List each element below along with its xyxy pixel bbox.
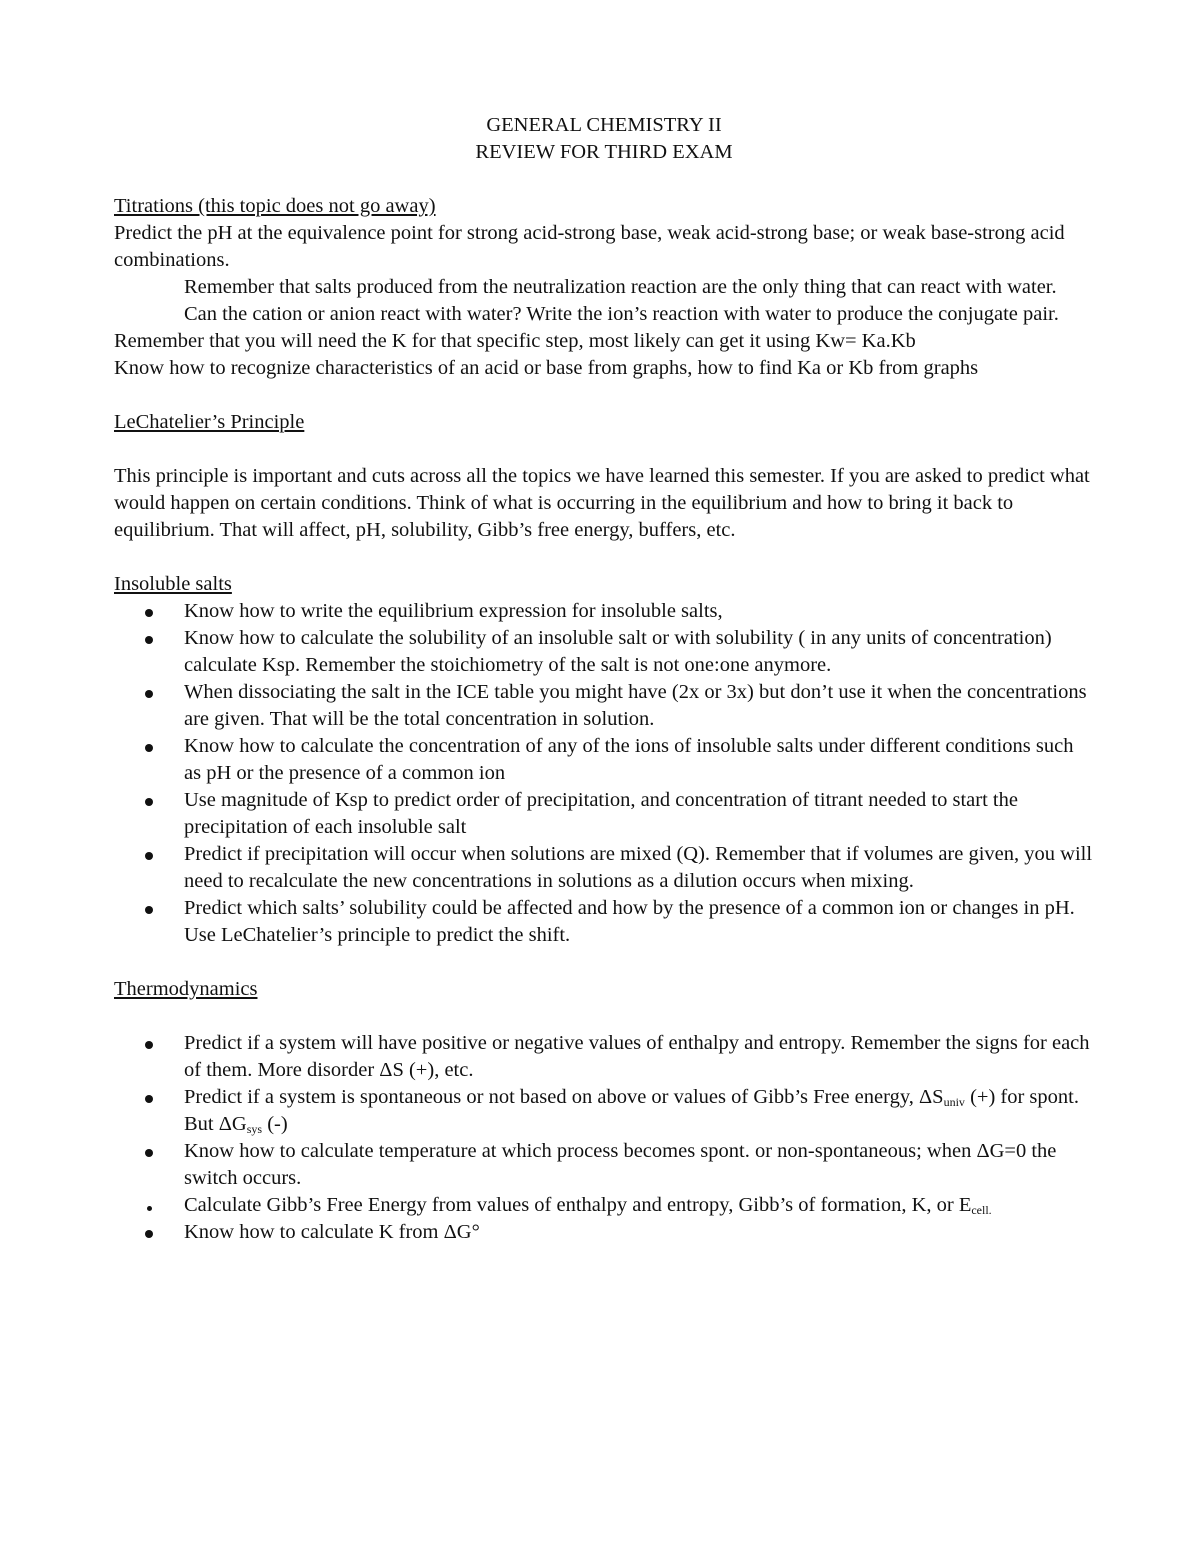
list-item-text [184,1086,1079,1135]
list-item-text [184,1194,992,1216]
section-heading-lechatelier: LeChatelier’s Principle [114,411,305,433]
list-item-text: Predict if precipitation will occur when solutions are mixed (Q). Remember that if volumes are given, you will need to recalculate the new concentrations in solutions as a dilution occurs when mixing. [184,843,1093,892]
list-item-text: Know how to calculate temperature at which process becomes spont. or non-spontaneous; when ΔG=0 the switch occurs. [184,1140,1057,1189]
bullet-icon [145,636,153,644]
section-insoluble-salts [114,571,1094,949]
bullet-icon [145,852,153,860]
section-heading-insoluble-salts: Insoluble salts [114,573,232,595]
subscript: univ [943,1095,965,1109]
bullet-icon [145,1149,153,1157]
section-thermodynamics [114,976,1094,1246]
spacer [114,436,1094,463]
list-item-text: Use magnitude of Ksp to predict order of precipitation, and concentration of titrant needed to start the precipitation of each insoluble salt [184,789,1018,838]
paragraph: Know how to recognize characteristics of an acid or base from graphs, how to find Ka or Kb from graphs [114,357,979,379]
spacer [114,1003,1094,1030]
spacer [114,544,1094,571]
bullet-list [114,598,1094,949]
list-item-text: Know how to write the equilibrium expression for insoluble salts, [184,600,723,622]
text-fragment: Predict if a system is spontaneous or not based on above or values of Gibb’s Free energy, ΔS [184,1086,944,1108]
section-titrations [114,193,1094,382]
section-lechatelier [114,409,1094,544]
bullet-icon [145,1230,153,1238]
document-page [114,112,1094,1246]
bullet-list [114,1030,1094,1246]
list-item [114,895,1094,949]
paragraph: Predict the pH at the equivalence point for strong acid-strong base, weak acid-strong base; or weak base-strong acid combinations. [114,222,1065,271]
list-item-text: Predict if a system will have positive or negative values of enthalpy and entropy. Remember the signs for each of them. More disorder ΔS (+), etc. [184,1032,1090,1081]
title-line-1: GENERAL CHEMISTRY II [486,114,722,136]
list-item-text: Predict which salts’ solubility could be affected and how by the presence of a common ion or changes in pH. Use LeChatelier’s principle to predict the shift. [184,897,1075,946]
paragraph: This principle is important and cuts across all the topics we have learned this semester. If you are asked to predict what would happen on certain conditions. Think of what is occurring in the equilibrium and how to bring it back to equilibrium. That will affect, pH, solubility, Gibb’s free energy, buffers, etc. [114,465,1090,541]
section-heading-titrations: Titrations (this topic does not go away) [114,195,436,217]
spacer [114,949,1094,976]
list-item [114,1219,1094,1246]
paragraph-indented: Can the cation or anion react with water? Write the ion’s reaction with water to produce the conjugate pair. Remember that you will need the K for that specific step, most likely can get it using Kw= Ka.Kb [114,303,1059,352]
spacer [114,382,1094,409]
list-item [114,733,1094,787]
bullet-icon [145,690,153,698]
bullet-icon [147,1206,152,1211]
list-item-text: Know how to calculate the solubility of an insoluble salt or with solubility ( in any units of concentration) calculate Ksp. Remember the stoichiometry of the salt is not one:one anymore. [184,627,1052,676]
list-item [114,679,1094,733]
bullet-icon [145,906,153,914]
list-item [114,625,1094,679]
list-item [114,787,1094,841]
text-fragment: (-) [262,1113,288,1135]
subscript: cell. [971,1203,992,1217]
bullet-icon [145,798,153,806]
list-item-text: Know how to calculate K from ΔG° [184,1221,480,1243]
bullet-icon [145,609,153,617]
bullet-icon [145,1041,153,1049]
subscript: sys [246,1122,263,1136]
spacer [114,166,1094,193]
list-item [114,1084,1094,1138]
bullet-icon [145,744,153,752]
list-item [114,598,1094,625]
bullet-icon [145,1095,153,1103]
list-item [114,841,1094,895]
text-fragment: Calculate Gibb’s Free Energy from values of enthalpy and entropy, Gibb’s of formation, K, or E [184,1194,972,1216]
list-item-text: Know how to calculate the concentration of any of the ions of insoluble salts under different conditions such as pH or the presence of a common ion [184,735,1074,784]
list-item [114,1192,1094,1219]
document-title [114,112,1094,166]
list-item-text: When dissociating the salt in the ICE table you might have (2x or 3x) but don’t use it when the concentrations are given. That will be the total concentration in solution. [184,681,1087,730]
list-item [114,1030,1094,1084]
title-line-2: REVIEW FOR THIRD EXAM [475,141,733,163]
paragraph-indented: Remember that salts produced from the neutralization reaction are the only thing that can react with water. [184,276,1057,298]
section-heading-thermodynamics: Thermodynamics [114,978,258,1000]
list-item [114,1138,1094,1192]
text-fragment: (+) for spont. But ΔG [184,1086,1079,1135]
